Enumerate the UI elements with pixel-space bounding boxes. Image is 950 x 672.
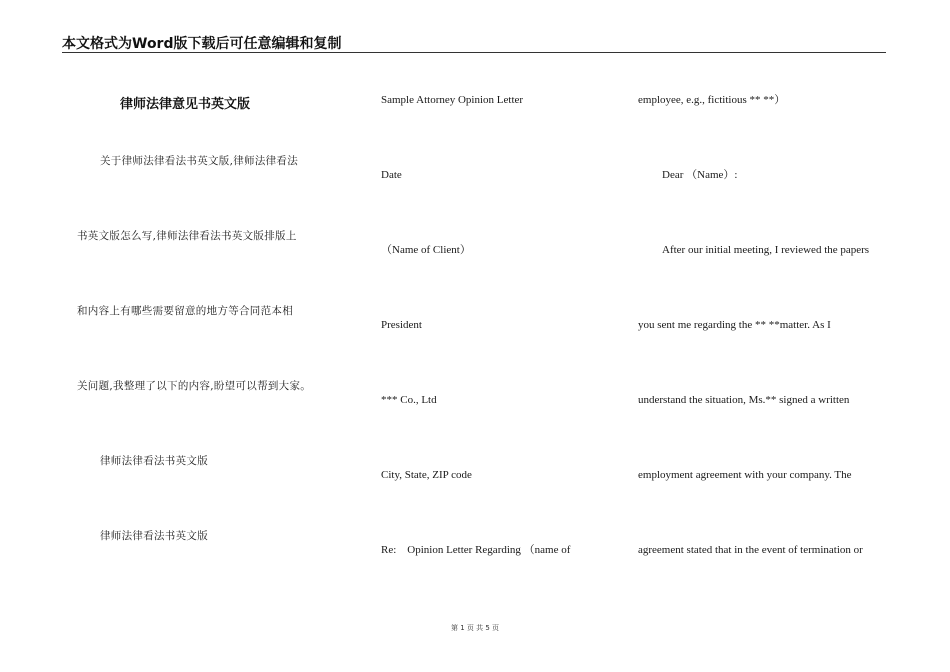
letter-line: Date [381,169,402,181]
page-header-title: 本文格式为Word版下载后可任意编辑和复制 [62,36,342,52]
letter-line: Sample Attorney Opinion Letter [381,94,524,106]
letter-line: you sent me regarding the ** **matter. As I [638,319,831,331]
subheading-line: 律师法律看法书英文版 [100,455,208,467]
page-footer: 第 1 页 共 5 页 [450,624,500,632]
paragraph-line: 书英文版怎么写,律师法律看法书英文版排版上 [77,230,297,242]
paragraph-line: 关问题,我整理了以下的内容,盼望可以帮到大家。 [77,380,312,392]
document-title: 律师法律意见书英文版 [120,97,251,112]
letter-line: City, State, ZIP code [381,469,472,481]
letter-line: understand the situation, Ms.** signed a written [638,394,850,406]
letter-line: Re: Opinion Letter Regarding （name of [381,544,571,556]
letter-line: （Name of Client） [381,244,471,256]
text-column-1 [62,0,332,620]
letter-line: *** Co., Ltd [381,394,437,406]
letter-line: agreement stated that in the event of termination or [638,544,863,556]
text-column-3 [638,0,888,620]
subheading-line: 律师法律看法书英文版 [100,530,208,542]
letter-line: After our initial meeting, I reviewed the papers [662,244,870,256]
paragraph-line: 和内容上有哪些需要留意的地方等合同范本相 [77,305,293,317]
paragraph-line: 关于律师法律看法书英文版,律师法律看法 [100,155,299,167]
letter-line: employment agreement with your company. The [638,469,852,481]
letter-line: employee, e.g., fictitious ** **） [638,94,786,106]
letter-line: Dear （Name）: [662,169,738,181]
letter-line: President [381,319,422,331]
text-column-2 [381,0,601,620]
